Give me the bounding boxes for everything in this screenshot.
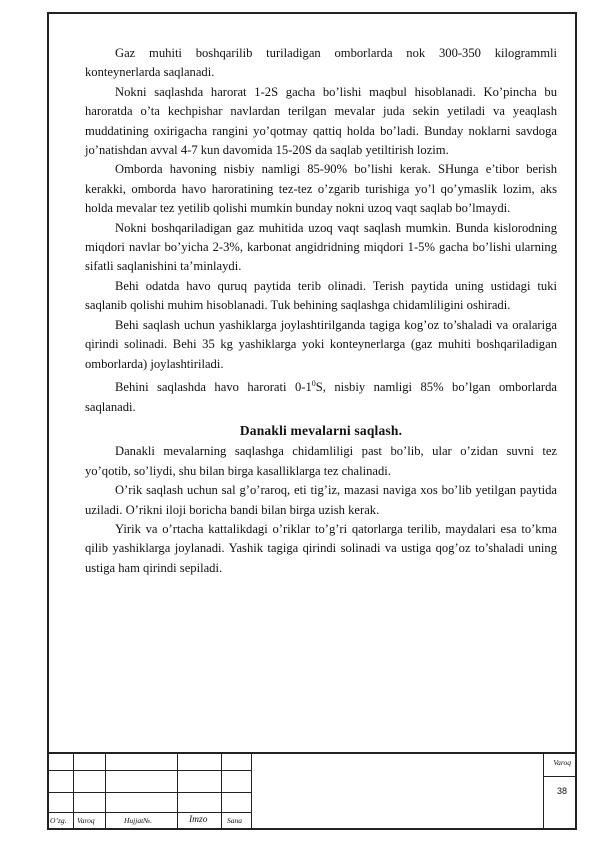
- temp-text-before: Behini saqlashda havo harorati 0-1: [115, 380, 312, 395]
- paragraph: Yirik va o’rtacha kattalikdagi o’riklar to’g’ri qatorlarga terilib, maydalari esa to’kma qilib yashiklarga joylanadi. Yashik tagiga qirindi solinadi va ustiga qog’oz to’shaladi uning ustiga ham qirindi sepiladi.: [85, 521, 557, 575]
- stamp-divider: [251, 754, 252, 830]
- page-number: 38: [556, 786, 567, 796]
- paragraph: Behi saqlash uchun yashiklarga joylashtirilganda tagiga kog’oz to’shaladi va oralariga qirindi solinadi. Behi 35 kg yashiklarga yoki konteynerlarga (gaz muhiti boshqariladigan omborlarda) joylashtiriladi.: [85, 317, 557, 371]
- degree-superscript: 0: [311, 378, 316, 388]
- temp-text-after: S, nisbiy namligi 85% bo’lgan omborlarda saqlanadi.: [85, 380, 557, 414]
- stamp-row-line: [543, 776, 577, 777]
- label-ozg: O’zg.: [50, 816, 67, 825]
- label-hujjat: Hujjat№.: [124, 816, 153, 825]
- label-page: Varoq: [553, 758, 571, 767]
- paragraph: Omborda havoning nisbiy namligi 85-90% bo’lishi kerak. SHunga e’tibor berish kerakki, omborda havo haroratining tez-tez o’zgarib turishiga yo’l qo’ymaslik lozim, aks holda mevalar tez yetilib qolishi mumkin bunday nokni uzoq vaqt saqlab bo’lmaydi.: [85, 162, 557, 216]
- label-imzo: Imzo: [189, 815, 208, 825]
- document-body: [85, 44, 557, 578]
- paragraph: Nokni boshqariladigan gaz muhitida uzoq vaqt saqlash mumkin. Bunda kislorodning miqdori navlar bo’yicha 2-3%, karbonat angidridning miqdori 1-5% gacha bo’lishi ularning sifatli saqlanishini ta’minlaydi.: [85, 220, 557, 274]
- paragraph: Behi odatda havo quruq paytida terib olinadi. Terish paytida uning ustidagi tuki saqlanib qolishi muhim hisoblanadi. Tuk behining saqlashga chidamliligini oshiradi.: [85, 278, 557, 313]
- stamp-divider: [543, 754, 544, 830]
- stamp-row-line: [47, 770, 251, 771]
- title-block: [47, 752, 577, 830]
- label-varoq: Varoq: [77, 816, 95, 825]
- temperature-paragraph: [85, 374, 557, 417]
- paragraph: Danakli mevalarning saqlashga chidamliligi past bo’lib, ular o’zidan suvni tez yo’qotib, so’liydi, shu bilan birga kasalliklarga tez chalinadi.: [85, 444, 557, 478]
- paragraph: O’rik saqlash uchun sal g’o’raroq, eti tig’iz, mazasi naviga xos bo’lib yetilgan paytida uziladi. O’rikni iloji boricha bandi bilan birga uzish kerak.: [85, 483, 557, 517]
- section-heading: Danakli mevalarni saqlash.: [239, 422, 403, 438]
- paragraph: Gaz muhiti boshqarilib turiladigan omborlarda nok 300-350 kilogrammli konteynerlarda saqlanadi.: [85, 46, 557, 80]
- paragraph: Nokni saqlashda harorat 1-2S gacha bo’lishi maqbul hisoblanadi. Ko’pincha bu haroratda o’ta kechpishar navlardan terilgan mevalar juda sekin yetiladi va yeaqlash muddatining oxirigacha rangini yo’qotmay qattiq holda bo’ladi. Bunday noklarni savdoga jo’natishdan avval 4-7 kun davomida 15-20S da saqlab yetiltirish lozim.: [85, 84, 557, 158]
- stamp-row-line: [47, 812, 251, 813]
- stamp-row-line: [47, 792, 251, 793]
- label-sana: Sana: [227, 816, 242, 825]
